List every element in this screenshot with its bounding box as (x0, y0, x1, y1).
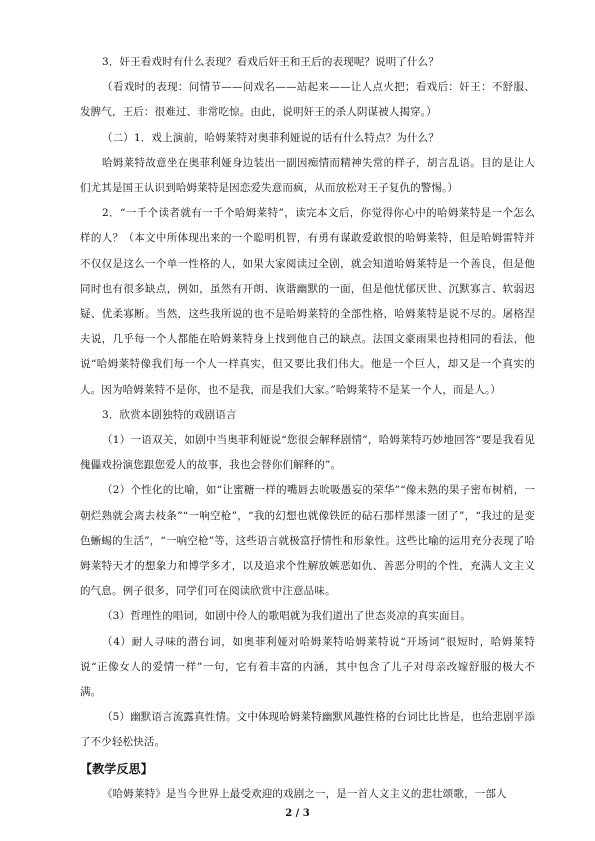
language-heading-paragraph: 3．欣赏本剧独特的戏剧语言 (102, 408, 237, 421)
reflection-paragraph: 《哈姆莱特》是当今世界上最受欢迎的戏剧之一，是一首人文主义的悲壮颂歌，一部人 (102, 787, 507, 800)
question-2-1-paragraph: （二）1．戏上演前，哈姆莱特对奥菲利娅说的话有什么特点？为什么？ (102, 131, 439, 144)
language-point-2: （2）个性化的比喻，如“让蜜糖一样的嘴唇去吮吸愚妄的荣华”“像未熟的果子密布树梢，一朝烂熟就会离去枝条”“一响空枪”，“我的幻想也就像铁匠的砧石那样黑漆一团了”，“我过的是变色蜥蜴的生活”，“一响空枪”等，这些语言就极富抒情性和形象性。这些比喻的运用充分表现了哈姆莱特天才的想象力和博学多才，以及追求个性解放嫉恶如仇、善恶分明的个性，充满人文主义的气息。例子很多，同学们可在阅读欣赏中注意品味。 (80, 484, 535, 598)
language-point-4: （4）耐人寻味的潜台词，如奥菲利娅对哈姆莱特哈姆莱特说“开场词”很短时，哈姆莱特说“正像女人的爱情一样”一句，它有着丰富的内涵，其中包含了儿子对母亲改嫁舒服的极大不满。 (80, 635, 535, 699)
language-point-3: （3）哲理性的唱词，如剧中伶人的歌唱就为我们道出了世态炎凉的真实面目。 (102, 610, 471, 623)
answer-3-paragraph: （看戏时的表现：问情节——问戏名——站起来——让人点火把；看戏后：奸王：不舒服、发脾气，王后：很难过、非常吃惊。由此，说明奸王的杀人阴谋被人揭穿。） (80, 81, 535, 119)
language-point-5: （5）幽默语言流露真性情。文中体现哈姆莱特幽默风趣性格的台词比比皆是，也给悲剧平添了不少轻松快活。 (80, 711, 535, 749)
question-3-paragraph: 3．奸王看戏时有什么表现？看戏后奸王和王后的表现呢？说明了什么？ (102, 56, 439, 68)
section-heading: 【教学反思】 (80, 761, 153, 776)
answer-2-1-paragraph: 哈姆莱特故意坐在奥菲利娅身边装出一副因痴情而精神失常的样子，胡言乱语。目的是让人们尤其是国王认识到哈姆莱特是因恋爱失意而疯，从而放松对王子复仇的警惕。） (80, 156, 535, 195)
language-point-1: （1）一语双关，如剧中当奥菲利娅说“您很会解释剧情”，哈姆莱特巧妙地回答“要是我看见傀儡戏扮演您跟您爱人的故事，我也会替你们解释的”。 (80, 434, 535, 472)
question-2-2-paragraph: 2．“一千个读者就有一千个哈姆莱特”，读完本文后，你觉得你心中的哈姆莱特是一个怎么样的人？（本文中所体现出来的一个聪明机智，有勇有谋敢爱敢恨的哈姆莱特，但是哈姆雷特并不仅仅是这么一个单一性格的人，如果大家阅读过全剧，就会知道哈姆莱特是一个善良，但是他同时也有很多缺点，例如，虽然有开朗、诙谐幽默的一面，但是他忧郁厌世、沉默寡言、软弱迟疑、优柔寡断。当然，这些我所说的也不是哈姆莱特的全部性格，哈姆莱特是说不尽的。屠格涅夫说，几乎每一个人都能在哈姆莱特身上找到他自己的缺点。法国文豪雨果也持相同的看法，他说“哈姆莱特像我们每一个人一样真实，但又要比我们伟大。他是一个巨人，却又是一个真实的人。因为哈姆莱特不是你，也不是我，而是我们大家。”哈姆莱特不是某一个人，而是人。） (80, 207, 535, 396)
page-number: 2 / 3 (285, 808, 310, 819)
document-body (80, 50, 535, 807)
